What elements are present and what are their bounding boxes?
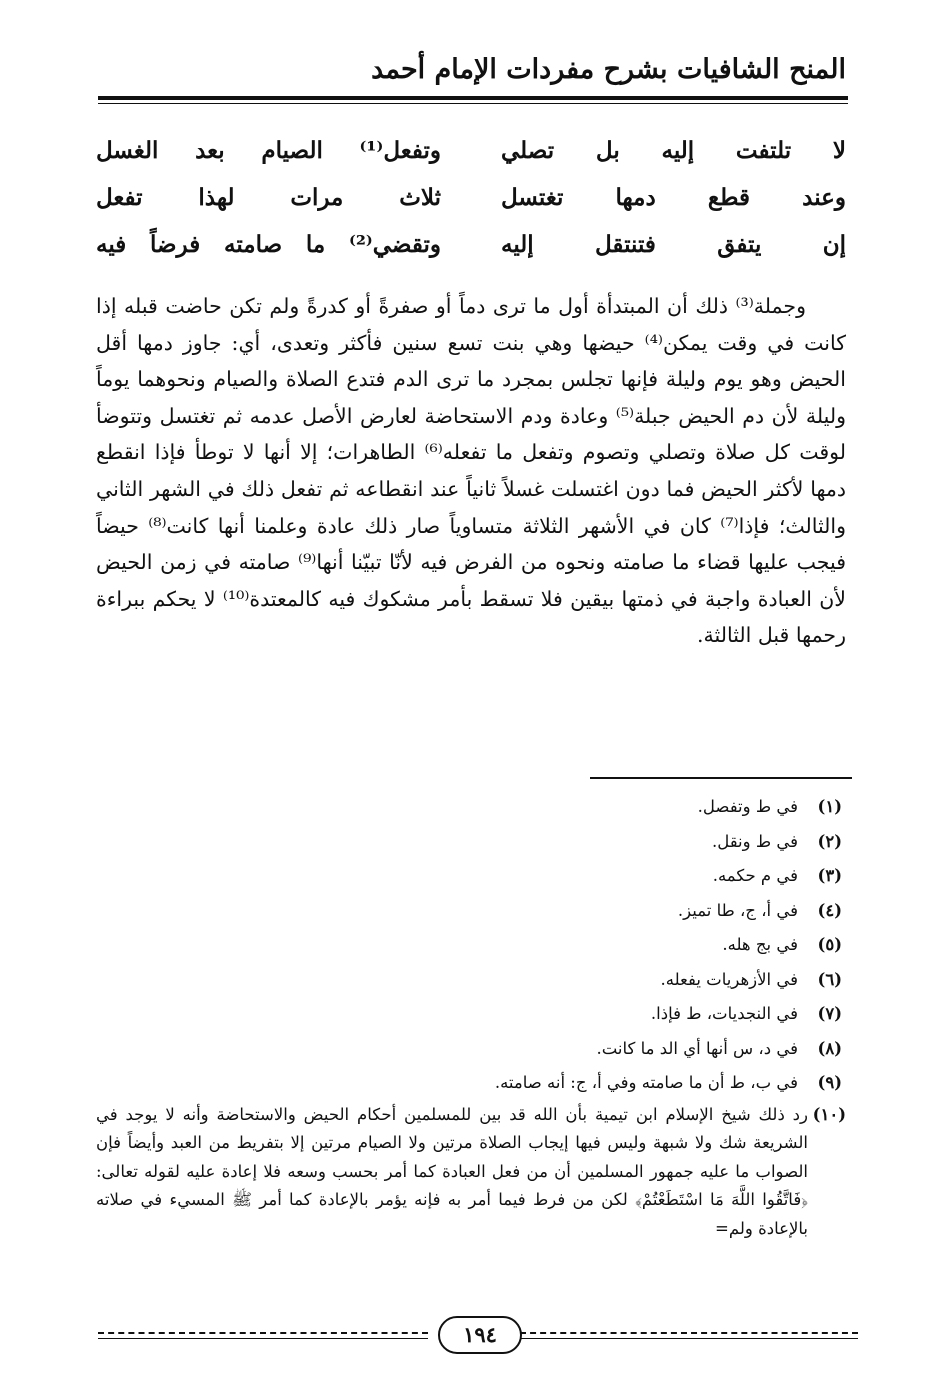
- footnote: [96, 894, 846, 929]
- footnote-text: في ب، ط أن ما صامته وفي أ، ج: أنه صامته.: [494, 1073, 798, 1092]
- footnote-text: في د، س أنها أي الد ما كانت.: [596, 1038, 798, 1058]
- footnote-text: في الأزهريات يفعله.: [660, 969, 798, 989]
- footer-dashed-rule: [520, 1332, 858, 1334]
- footer-rule: [520, 1338, 858, 1339]
- footnote-number: (٤): [817, 900, 842, 920]
- footnote-number: (٧): [817, 1004, 842, 1023]
- footnotes: [96, 790, 846, 1243]
- header-rule-thick: [98, 96, 848, 100]
- footnote-number: (٨): [817, 1038, 842, 1058]
- running-head: المنح الشافيات بشرح مفردات الإمام أحمد: [371, 54, 846, 85]
- footnote-text: في م حكمه.: [712, 866, 798, 885]
- footnote-number: (٢): [817, 831, 842, 851]
- footnote-text: في ط ونقل.: [711, 831, 798, 851]
- footnote: [96, 790, 846, 825]
- poem-first-hemistich: إن يتفق فتنتقل إليه: [501, 231, 846, 258]
- footnote: [96, 997, 846, 1032]
- footnote-text: في أ، ج، طا تميز.: [677, 900, 798, 920]
- poem-verse: [96, 222, 846, 269]
- poem-first-hemistich: لا تلتفت إليه بل تصلي: [501, 137, 846, 164]
- footnote: [96, 859, 846, 894]
- footnote-text: في النجديات، ط فإذا.: [650, 1004, 798, 1023]
- poem-second-hemistich: وتقضي⁽²⁾ ما صامته فرضاً فيه: [96, 231, 441, 258]
- header-rule-thin: [98, 103, 848, 104]
- footnote-text: في ط وتفصل.: [697, 797, 798, 816]
- page-number: ١٩٤: [438, 1316, 522, 1354]
- footer-dashed-rule: [98, 1332, 428, 1334]
- footer-rule: [98, 1338, 428, 1339]
- footnote: [96, 1032, 846, 1067]
- poem-block: [96, 128, 846, 269]
- page-footer: [98, 1310, 858, 1360]
- body-text: [96, 288, 846, 654]
- footnote: [96, 1066, 846, 1101]
- footnote-number: (٣): [817, 866, 842, 885]
- body-paragraph: وجملة⁽³⁾ ذلك أن المبتدأة أول ما ترى دماً أو صفرةً أو كدرةً ولم تكن حاضت قبله إذا كانت في وقت يمكن⁽⁴⁾ حيضها وهي بنت تسع سنين فأكثر وتعدى، أي: جاوز دمها أقل الحيض وهو يوم وليلة فإنها تجلس بمجرد ما ترى الدم فتدع الصلاة والصيام ونحوهما يوماً وليلة لأن دم الحيض جبلة⁽⁵⁾ وعادة ودم الاستحاضة لعارض الأصل عدمه ثم تغتسل وتتوضأ لوقت كل صلاة وتصلي وتصوم وتفعل ما تفعله⁽⁶⁾ الطاهرات؛ إلا أنها لا توطأ فإذا انقطع دمها لأكثر الحيض فما دون اغتسلت غسلاً ثانياً عند انقطاعه ثم تفعل ذلك في الشهر الثاني والثالث؛ فإذا⁽⁷⁾ كان في الأشهر الثلاثة متساوياً صار ذلك عادة وعلمنا أنها كانت⁽⁸⁾ حيضاً فيجب عليها قضاء ما صامته ونحوه من الفرض فيه لأنّا تبيّنا أنها⁽⁹⁾ صامته في زمن الحيض لأن العبادة واجبة في ذمتها بيقين فلا تسقط بأمر مشكوك فيه كالمعتدة⁽¹⁰⁾ لا يحكم ببراءة رحمها قبل الثالثة.: [96, 294, 847, 648]
- footnote-number: (٩): [817, 1073, 842, 1092]
- footnote-number: (٦): [817, 969, 842, 989]
- footnote-text: في بج هله.: [722, 935, 798, 954]
- footnote-separator: [590, 777, 852, 779]
- poem-verse: [96, 175, 846, 222]
- footnote-number: (٥): [817, 935, 842, 954]
- poem-second-hemistich: ثلاث مرات لهذا تفعل: [96, 184, 441, 211]
- footnote-number: (١): [817, 797, 842, 816]
- footnote: [96, 963, 846, 998]
- poem-verse: [96, 128, 846, 175]
- poem-first-hemistich: وعند قطع دمها تغتسل: [501, 184, 846, 211]
- poem-second-hemistich: وتفعل⁽¹⁾ الصيام بعد الغسل: [96, 137, 441, 164]
- footnote: [96, 1101, 846, 1244]
- footnote: [96, 928, 846, 963]
- footnote-text: رد ذلك شيخ الإسلام ابن تيمية بأن الله قد بين للمسلمين أحكام الحيض والاستحاضة وأنه لا يوجد في الشريعة شك ولا شبهة وليس فيها إيجاب الصلاة مرتين ولا الصيام مرتين إلا بتفريط من العبد وأيضاً فإن الصواب ما عليه جمهور المسلمين أن من فعل العبادة كما أمر بحسب وسعه فلا إعادة عليه لقوله تعالى: ﴿فَاتَّقُوا اللَّهَ مَا اسْتَطَعْتُمْ﴾ لكن من فرط فيما أمر به فإنه يؤمر بالإعادة كما أمر ﷺ المسيء في صلاته بالإعادة ولم=: [96, 1104, 808, 1238]
- footnote-number: (١٠): [812, 1104, 846, 1124]
- footnote: [96, 825, 846, 860]
